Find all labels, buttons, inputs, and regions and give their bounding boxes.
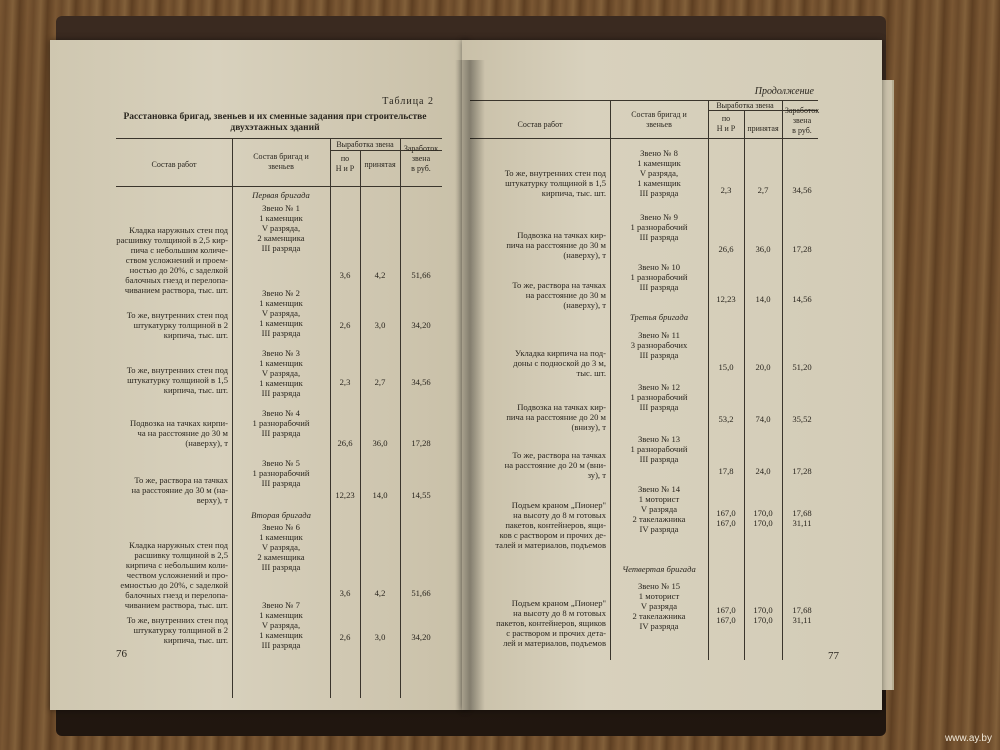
left-page-number: 76 bbox=[116, 648, 127, 660]
row-work-7: То же, внутренних стен под штукатурку толщиной в 2 кирпича, тыс. шт. bbox=[126, 615, 228, 645]
brigade-4-label: Четвертая бригада bbox=[622, 564, 696, 574]
row-team-1: Звено № 1 1 каменщик V разряда, 2 каменщика III разряда bbox=[257, 203, 305, 253]
row-norm-2: 2,6 bbox=[339, 320, 351, 330]
row-norm-14: 167,0 167,0 bbox=[716, 508, 736, 528]
row-norm-7: 2,6 bbox=[339, 632, 351, 642]
table-label: Таблица 2 bbox=[382, 96, 434, 107]
row-work-15: Подъем краном „Пионер" на высоту до 8 м готовых пакетов, контейнеров, ящиков с раствором и прочих дета- лей и материалов, подъемов bbox=[496, 598, 606, 648]
row-earn-8: 34,56 bbox=[792, 185, 812, 195]
row-acc-7: 3,0 bbox=[374, 632, 386, 642]
row-earn-14: 17,68 31,11 bbox=[792, 508, 812, 528]
brigade-2-label: Вторая бригада bbox=[251, 510, 311, 520]
header-earnings-r: Заработок звена в руб. bbox=[784, 106, 820, 135]
row-work-1: Кладка наружных стен под расшивку толщиной в 2,5 кир- пича с небольшим количе- ством усложнений и проем- ностью до 20%, с заделкой балочных гнезд и перелопа- чиванием раствора, тыс. шт. bbox=[116, 225, 228, 295]
row-work-4: Подвозка на тачках кирпи- ча на расстояние до 30 м (наверху), т bbox=[130, 418, 228, 448]
row-earn-6: 51,66 bbox=[411, 588, 431, 598]
header-bottom-rule-r bbox=[470, 138, 818, 139]
header-team-2: звеньев bbox=[268, 162, 294, 171]
header-accepted-r: принятая bbox=[747, 124, 779, 133]
row-norm-11: 15,0 bbox=[718, 362, 734, 372]
row-team-14: Звено № 14 1 моторист V разряда 2 такелажника IV разряда bbox=[632, 484, 686, 534]
header-team-2-r: звеньев bbox=[646, 120, 672, 129]
row-work-3: То же, внутренних стен под штукатурку толщиной в 1,5 кирпича, тыс. шт. bbox=[126, 365, 228, 395]
row-earn-5: 14,55 bbox=[411, 490, 431, 500]
row-earn-4: 17,28 bbox=[411, 438, 431, 448]
row-acc-13: 24,0 bbox=[755, 466, 771, 476]
row-acc-10: 14,0 bbox=[755, 294, 771, 304]
row-acc-15: 170,0 170,0 bbox=[753, 605, 773, 625]
row-work-13: То же, раствора на тачках на расстояние до 20 м (вни- зу), т bbox=[504, 450, 606, 480]
header-output: Выработка звена bbox=[336, 140, 394, 149]
row-work-12: Подвозка на тачках кир- пича на расстояние до 20 м (внизу), т bbox=[506, 402, 606, 432]
row-work-6: Кладка наружных стен под расшивку толщиной в 2,5 кирпича с небольшим коли- чеством усложнений и про- емностью до 20%, с заделкой балочных гнезд и перелопа- чиванием раствора, тыс. шт. bbox=[120, 540, 228, 610]
row-team-8: Звено № 8 1 каменщик V разряда, 1 каменщик III разряда bbox=[637, 148, 681, 198]
watermark: www.ay.by bbox=[944, 733, 992, 744]
header-earnings: Заработок звена в руб. bbox=[403, 144, 439, 173]
table-title-line1: Расстановка бригад, звеньев и их сменные задания при строительстве bbox=[123, 112, 427, 122]
header-norm: по Н и Р bbox=[335, 154, 355, 173]
row-team-10: Звено № 10 1 разнорабочий III разряда bbox=[630, 262, 688, 292]
row-work-5: То же, раствора на тачках на расстояние до 30 м (на- верху), т bbox=[131, 475, 228, 505]
row-earn-2: 34,20 bbox=[411, 320, 431, 330]
right-page bbox=[462, 40, 882, 710]
book-spine-shadow bbox=[455, 60, 485, 710]
col-divider-4-r bbox=[782, 100, 783, 660]
row-work-11: Укладка кирпича на под- доны с подноской до 3 м, тыс. шт. bbox=[513, 348, 606, 378]
row-earn-13: 17,28 bbox=[792, 466, 812, 476]
row-team-3: Звено № 3 1 каменщик V разряда, 1 каменщик III разряда bbox=[259, 348, 303, 398]
row-acc-8: 2,7 bbox=[757, 185, 769, 195]
row-norm-5: 12,23 bbox=[335, 490, 355, 500]
row-work-9: Подвозка на тачках кир- пича на расстояние до 30 м (наверху), т bbox=[506, 230, 606, 260]
row-team-6: Звено № 6 1 каменщик V разряда, 2 каменщика III разряда bbox=[257, 522, 305, 572]
row-earn-1: 51,66 bbox=[411, 270, 431, 280]
header-work-r: Состав работ bbox=[517, 120, 563, 129]
header-bottom-rule bbox=[116, 186, 442, 187]
row-norm-9: 26,6 bbox=[718, 244, 734, 254]
continuation-label: Продолжение bbox=[754, 86, 814, 97]
table-title-line2: двухэтажных зданий bbox=[230, 123, 320, 133]
row-earn-15: 17,68 31,11 bbox=[792, 605, 812, 625]
header-norm-r: по Н и Р bbox=[716, 114, 736, 133]
row-team-11: Звено № 11 3 разнорабочих III разряда bbox=[630, 330, 688, 360]
row-work-2: То же, внутренних стен под штукатурку толщиной в 2 кирпича, тыс. шт. bbox=[126, 310, 228, 340]
row-work-14: Подъем краном „Пионер" на высоту до 8 м готовых пакетов, контейнеров, ящи- ков с раствором и прочих де- талей и материалов, подъемов bbox=[495, 500, 606, 550]
header-work: Состав работ bbox=[151, 160, 197, 169]
left-page bbox=[50, 40, 468, 710]
col-divider-4 bbox=[400, 138, 401, 698]
row-work-8: То же, внутренних стен под штукатурку толщиной в 1,5 кирпича, тыс. шт. bbox=[504, 168, 606, 198]
row-earn-7: 34,20 bbox=[411, 632, 431, 642]
row-acc-11: 20,0 bbox=[755, 362, 771, 372]
row-acc-9: 36,0 bbox=[755, 244, 771, 254]
row-team-2: Звено № 2 1 каменщик V разряда, 1 каменщик III разряда bbox=[259, 288, 303, 338]
row-norm-1: 3,6 bbox=[339, 270, 351, 280]
row-norm-15: 167,0 167,0 bbox=[716, 605, 736, 625]
row-acc-12: 74,0 bbox=[755, 414, 771, 424]
row-work-10: То же, раствора на тачках на расстояние до 30 м (наверху), т bbox=[512, 280, 606, 310]
row-earn-12: 35,52 bbox=[792, 414, 812, 424]
header-accepted: принятая bbox=[364, 160, 396, 169]
row-team-9: Звено № 9 1 разнорабочий III разряда bbox=[630, 212, 688, 242]
header-output-r: Выработка звена bbox=[716, 101, 774, 110]
header-team-1-r: Состав бригад и bbox=[631, 110, 687, 119]
row-acc-5: 14,0 bbox=[372, 490, 388, 500]
row-team-7: Звено № 7 1 каменщик V разряда, 1 каменщик III разряда bbox=[259, 600, 303, 650]
row-acc-14: 170,0 170,0 bbox=[753, 508, 773, 528]
row-team-12: Звено № 12 1 разнорабочий III разряда bbox=[630, 382, 688, 412]
row-team-4: Звено № 4 1 разнорабочий III разряда bbox=[252, 408, 310, 438]
row-earn-10: 14,56 bbox=[792, 294, 812, 304]
right-page-number: 77 bbox=[828, 650, 839, 662]
row-norm-12: 53,2 bbox=[718, 414, 734, 424]
row-norm-10: 12,23 bbox=[716, 294, 736, 304]
row-earn-9: 17,28 bbox=[792, 244, 812, 254]
row-acc-6: 4,2 bbox=[374, 588, 386, 598]
row-acc-1: 4,2 bbox=[374, 270, 386, 280]
col-divider-3 bbox=[360, 150, 361, 698]
row-acc-3: 2,7 bbox=[374, 377, 386, 387]
row-norm-3: 2,3 bbox=[339, 377, 351, 387]
header-team-1: Состав бригад и bbox=[253, 152, 309, 161]
row-team-13: Звено № 13 1 разнорабочий III разряда bbox=[630, 434, 688, 464]
brigade-1-label: Первая бригада bbox=[252, 190, 310, 200]
col-divider-2-r bbox=[708, 100, 709, 660]
row-acc-2: 3,0 bbox=[374, 320, 386, 330]
row-acc-4: 36,0 bbox=[372, 438, 388, 448]
row-norm-4: 26,6 bbox=[337, 438, 353, 448]
row-team-5: Звено № 5 1 разнорабочий III разряда bbox=[252, 458, 310, 488]
row-team-15: Звено № 15 1 моторист V разряда 2 такелажника IV разряда bbox=[632, 581, 686, 631]
col-divider-2 bbox=[330, 138, 331, 698]
row-norm-13: 17,8 bbox=[718, 466, 734, 476]
row-norm-6: 3,6 bbox=[339, 588, 351, 598]
row-earn-11: 51,20 bbox=[792, 362, 812, 372]
row-earn-3: 34,56 bbox=[411, 377, 431, 387]
row-norm-8: 2,3 bbox=[720, 185, 732, 195]
header-top-rule bbox=[116, 138, 442, 139]
brigade-3-label: Третья бригада bbox=[629, 312, 689, 322]
